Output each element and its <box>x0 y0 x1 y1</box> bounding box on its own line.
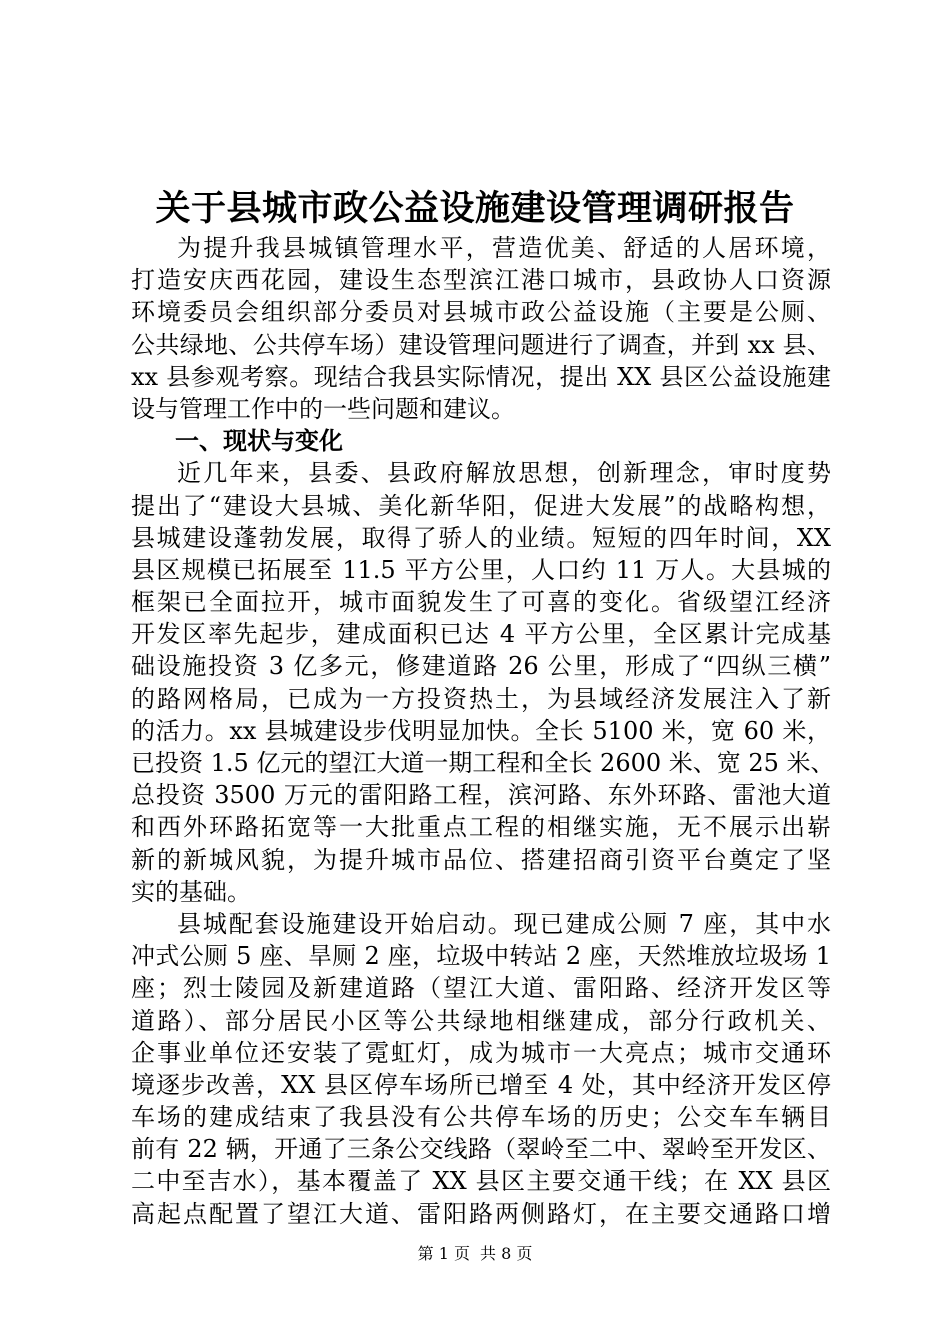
body-text-line: 为提升我县城镇管理水平，营造优美、舒适的人居环境， <box>177 234 831 262</box>
body-text-line: 境逐步改善，XX 县区停车场所已增至 4 处，其中经济开发区停 <box>131 1070 831 1099</box>
body-text-line: 环境委员会组织部分委员对县城市政公益设施（主要是公厕、 <box>131 298 831 327</box>
body-text-line: 车场的建成结束了我县没有公共停车场的历史；公交车车辆目 <box>131 1103 831 1132</box>
body-text-line: 框架已全面拉开，城市面貌发生了可喜的变化。省级望江经济 <box>131 588 831 617</box>
body-text-line: 县城配套设施建设开始启动。现已建成公厕 7 座，其中水 <box>177 909 831 938</box>
body-text-line: 设与管理工作中的一些问题和建议。 <box>131 394 515 423</box>
body-text-line: 打造安庆西花园，建设生态型滨江港口城市，县政协人口资源 <box>131 266 831 295</box>
body-text-line: 总投资 3500 万元的雷阳路工程，滨河路、东外环路、雷池大道 <box>131 781 831 810</box>
page-number-current: 第 1 页 <box>417 1244 470 1263</box>
body-text-line: 二中至吉水），基本覆盖了 XX 县区主要交通干线；在 XX 县区 <box>131 1167 831 1196</box>
body-text-line: 和西外环路拓宽等一大批重点工程的相继实施，无不展示出崭 <box>131 813 831 842</box>
body-text-line: 道路）、部分居民小区等公共绿地相继建成，部分行政机关、 <box>131 1006 831 1035</box>
body-text-line: 企事业单位还安装了霓虹灯，成为城市一大亮点；城市交通环 <box>131 1038 831 1067</box>
body-text-line: 础设施投资 3 亿多元，修建道路 26 公里，形成了“四纵三横” <box>131 652 831 681</box>
body-text-line: 新的新城风貌，为提升城市品位、搭建招商引资平台奠定了坚 <box>131 845 831 874</box>
body-text-line: 的路网格局，已成为一方投资热土，为县域经济发展注入了新 <box>131 684 831 713</box>
body-text-line: 高起点配置了望江大道、雷阳路两侧路灯，在主要交通路口增 <box>131 1199 831 1228</box>
body-text-line: 已投资 1.5 亿元的望江大道一期工程和全长 2600 米、宽 25 米、 <box>131 749 835 777</box>
body-text-line: 近几年来，县委、县政府解放思想，创新理念，审时度势 <box>177 459 831 488</box>
body-text-line: 县城建设蓬勃发展，取得了骄人的业绩。短短的四年时间，XX <box>131 523 831 552</box>
body-text-line: 县区规模已拓展至 11.5 平方公里，人口约 11 万人。大县城的 <box>131 555 831 584</box>
body-text-line: 公共绿地、公共停车场）建设管理问题进行了调查，并到 xx 县、 <box>131 330 831 359</box>
document-title: 关于县城市政公益设施建设管理调研报告 <box>155 188 795 229</box>
page-number-total: 共 8 页 <box>480 1244 533 1263</box>
section-heading: 一、现状与变化 <box>175 426 343 456</box>
body-text-line: 座；烈士陵园及新建道路（望江大道、雷阳路、经济开发区等 <box>131 974 831 1003</box>
body-text-line: 的活力。xx 县城建设步伐明显加快。全长 5100 米，宽 60 米， <box>131 716 831 745</box>
body-text-line: 实的基础。 <box>131 877 251 906</box>
body-text-line: 提出了“建设大县城、美化新华阳，促进大发展”的战略构想， <box>131 491 831 520</box>
document-body <box>131 232 835 1230</box>
body-text-line: 冲式公厕 5 座、旱厕 2 座，垃圾中转站 2 座，天然堆放垃圾场 1 <box>131 942 831 971</box>
page-footer <box>0 1243 950 1265</box>
body-text-line: 前有 22 辆，开通了三条公交线路（翠岭至二中、翠岭至开发区、 <box>131 1135 831 1164</box>
body-text-line: 开发区率先起步，建成面积已达 4 平方公里，全区累计完成基 <box>131 620 831 649</box>
body-text-line: xx 县参观考察。现结合我县实际情况，提出 XX 县区公益设施建 <box>131 362 831 391</box>
